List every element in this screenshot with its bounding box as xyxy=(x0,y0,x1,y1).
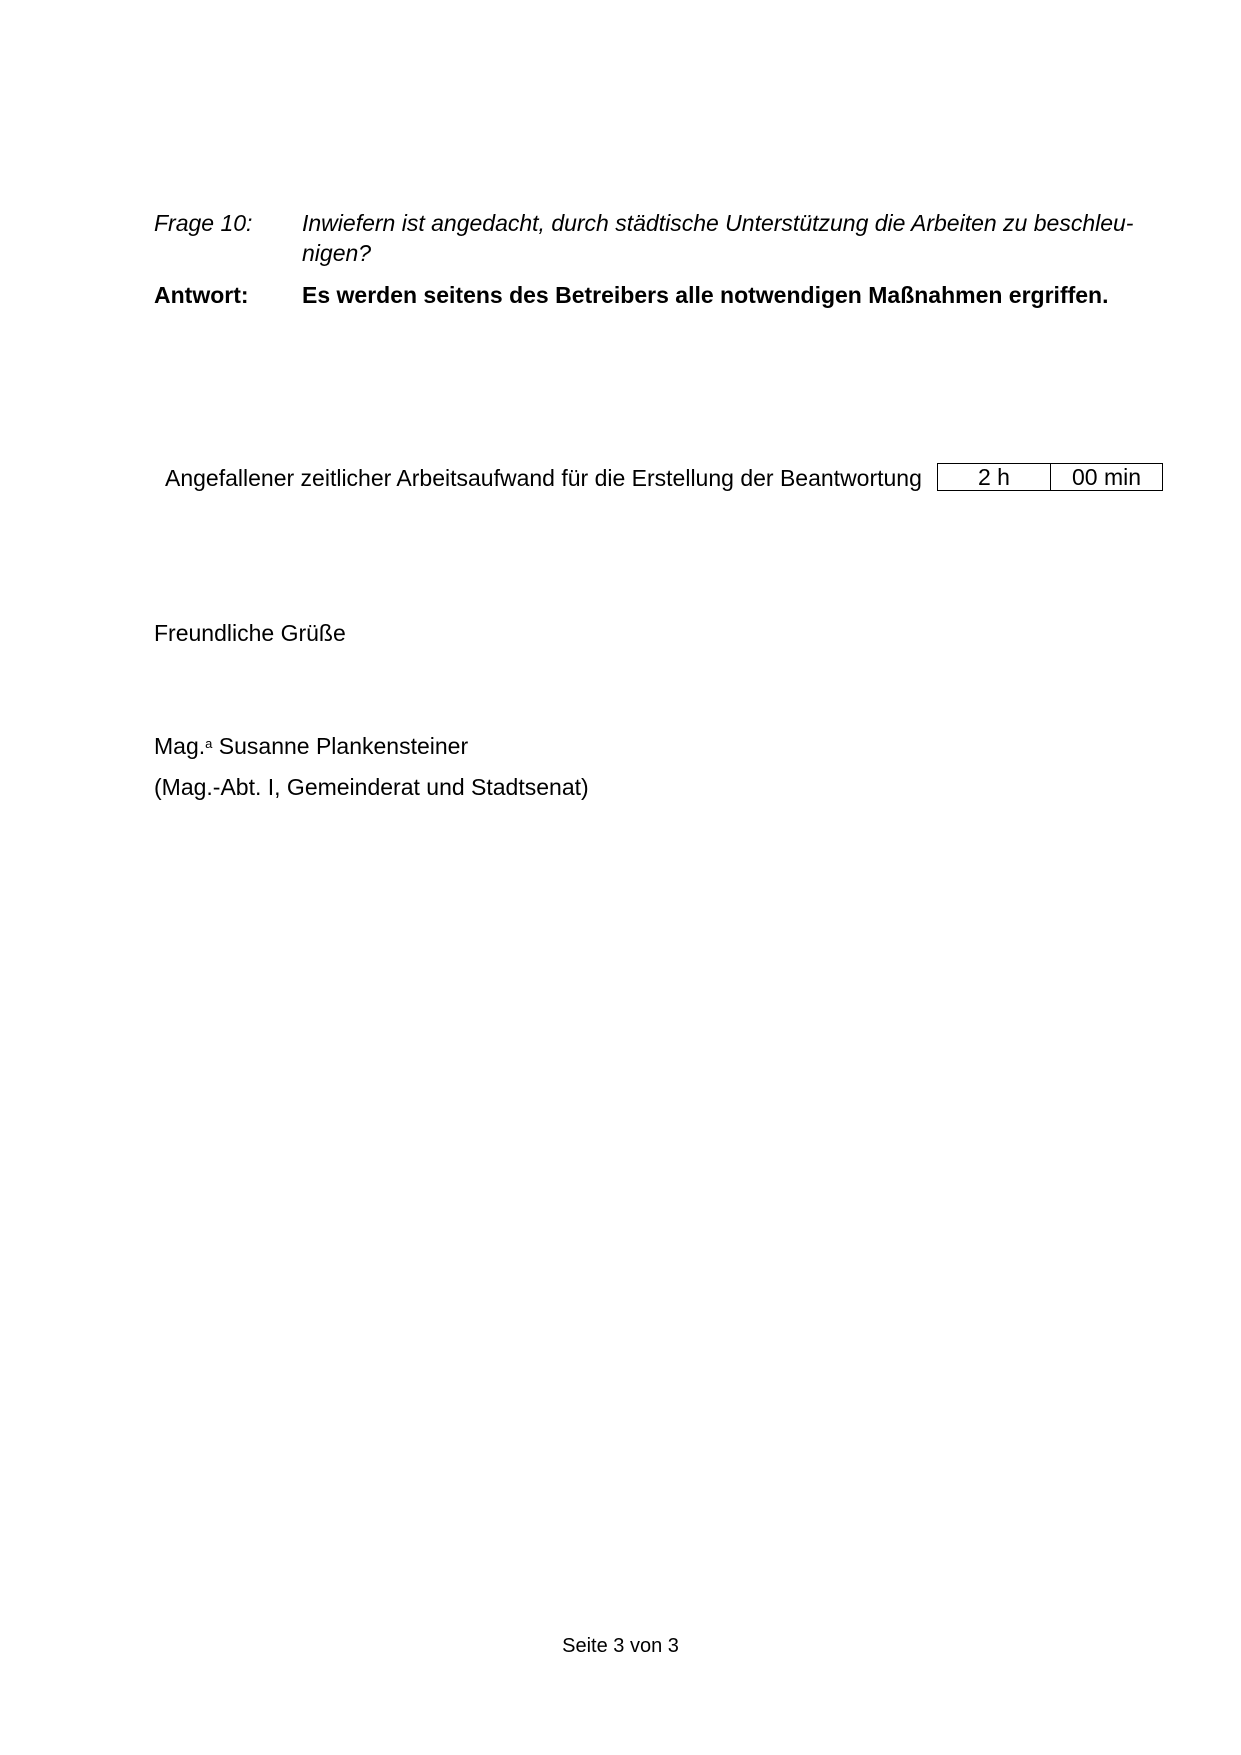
signatory-name xyxy=(154,731,468,761)
answer-label: Antwort: xyxy=(154,282,249,308)
question-label: Frage 10: xyxy=(154,210,253,236)
effort-label: Angefallener zeitlicher Arbeitsaufwand für die Erstellung der Beantwortung xyxy=(165,465,922,491)
question-text-line2: nigen? xyxy=(302,240,372,266)
signatory-title: Mag. xyxy=(154,733,206,759)
effort-row xyxy=(165,463,922,493)
answer-text: Es werden seitens des Betreibers alle notwendigen Maßnahmen ergriffen. xyxy=(302,282,1109,308)
signatory-name-text: Susanne Plankensteiner xyxy=(218,733,469,759)
question-text-line1: Inwiefern ist angedacht, durch städtische Unterstützung die Arbeiten zu beschleu- xyxy=(302,210,1134,236)
page-number: Seite 3 von 3 xyxy=(562,1635,679,1657)
effort-minutes-box: 00 min xyxy=(1050,463,1163,491)
signatory-department: (Mag.-Abt. I, Gemeinderat und Stadtsenat) xyxy=(154,774,589,800)
effort-hours-box: 2 h xyxy=(937,463,1051,491)
signatory-title-superscript: a xyxy=(205,736,213,751)
closing-greeting: Freundliche Grüße xyxy=(154,620,346,646)
